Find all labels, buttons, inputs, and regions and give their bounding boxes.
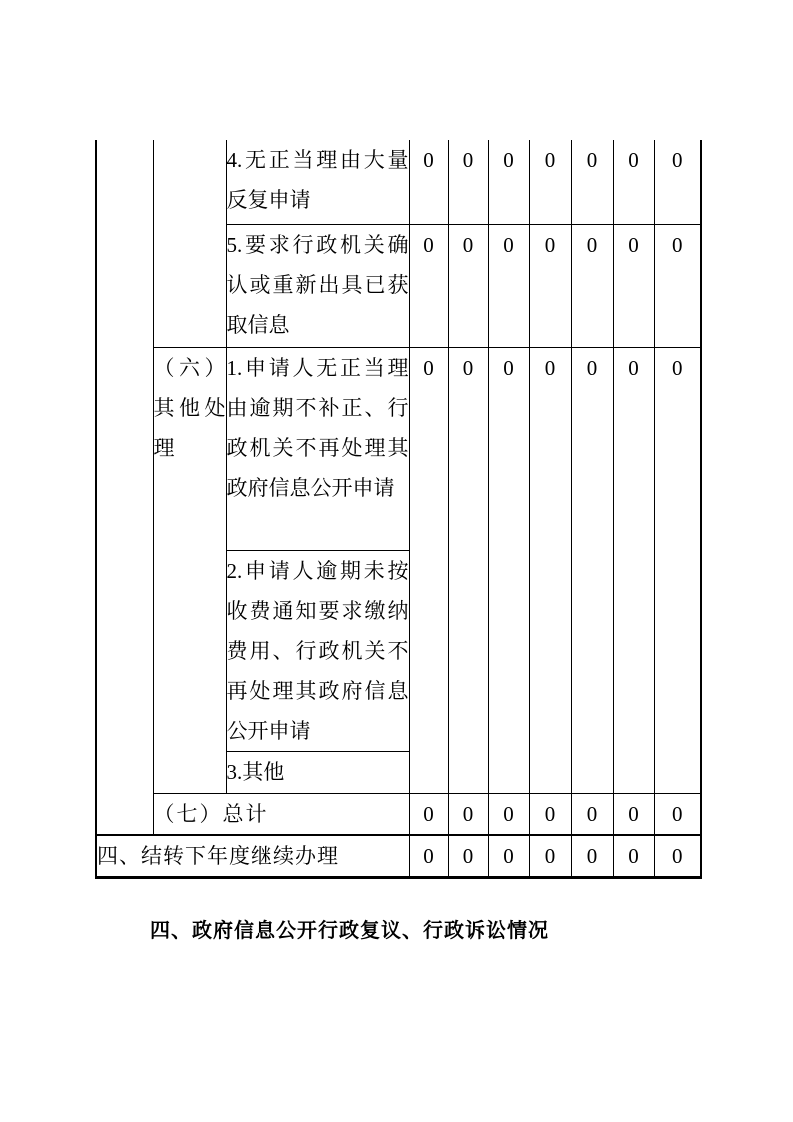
- value-cell: 0: [571, 140, 613, 224]
- row-label-item5: 5.要求行政机关确认或重新出具已获取信息: [226, 224, 409, 347]
- left-continuation-cell: [96, 140, 153, 835]
- table-row: [96, 835, 701, 878]
- value-cell: 0: [571, 347, 613, 793]
- table-row: [96, 347, 701, 550]
- row-label-section6: （六）其他处理: [153, 347, 226, 793]
- value-cell: 0: [571, 224, 613, 347]
- value-cell: 0: [529, 793, 571, 835]
- value-cell: 0: [488, 793, 529, 835]
- value-cell: 0: [613, 835, 654, 878]
- value-cell: 0: [448, 140, 488, 224]
- value-cell: 0: [529, 347, 571, 793]
- row-label-section6-item1: 1.申请人无正当理由逾期不补正、行政机关不再处理其政府信息公开申请: [226, 347, 409, 550]
- subsection-continuation-cell: [153, 140, 226, 347]
- value-cell: 0: [654, 347, 701, 793]
- value-cell: 0: [613, 347, 654, 793]
- value-cell: 0: [448, 224, 488, 347]
- value-cell: 0: [613, 793, 654, 835]
- value-cell: 0: [409, 224, 448, 347]
- value-cell: 0: [409, 793, 448, 835]
- row-label-section6-item3: 3.其他: [226, 751, 409, 793]
- row-label-item4: 4.无正当理由大量反复申请: [226, 140, 409, 224]
- table-row: [96, 140, 701, 224]
- value-cell: 0: [448, 835, 488, 878]
- value-cell: 0: [488, 835, 529, 878]
- value-cell: 0: [571, 835, 613, 878]
- row-label-section7-total: （七）总计: [153, 793, 409, 835]
- disclosure-results-table: [95, 140, 702, 879]
- value-cell: 0: [448, 793, 488, 835]
- value-cell: 0: [409, 140, 448, 224]
- value-cell: 0: [654, 224, 701, 347]
- value-cell: 0: [654, 835, 701, 878]
- value-cell: 0: [613, 224, 654, 347]
- section-heading: 四、政府信息公开行政复议、行政诉讼情况: [150, 920, 549, 942]
- value-cell: 0: [488, 347, 529, 793]
- value-cell: 0: [654, 140, 701, 224]
- value-cell: 0: [613, 140, 654, 224]
- value-cell: 0: [529, 835, 571, 878]
- value-cell: 0: [488, 140, 529, 224]
- value-cell: 0: [529, 140, 571, 224]
- value-cell: 0: [409, 347, 448, 793]
- value-cell: 0: [409, 835, 448, 878]
- value-cell: 0: [529, 224, 571, 347]
- value-cell: 0: [448, 347, 488, 793]
- value-cell: 0: [654, 793, 701, 835]
- table-row: [96, 793, 701, 835]
- value-cell: 0: [571, 793, 613, 835]
- row-label-carry-over: 四、结转下年度继续办理: [96, 835, 409, 878]
- row-label-section6-item2: 2.申请人逾期未按收费通知要求缴纳费用、行政机关不再处理其政府信息公开申请: [226, 550, 409, 751]
- value-cell: 0: [488, 224, 529, 347]
